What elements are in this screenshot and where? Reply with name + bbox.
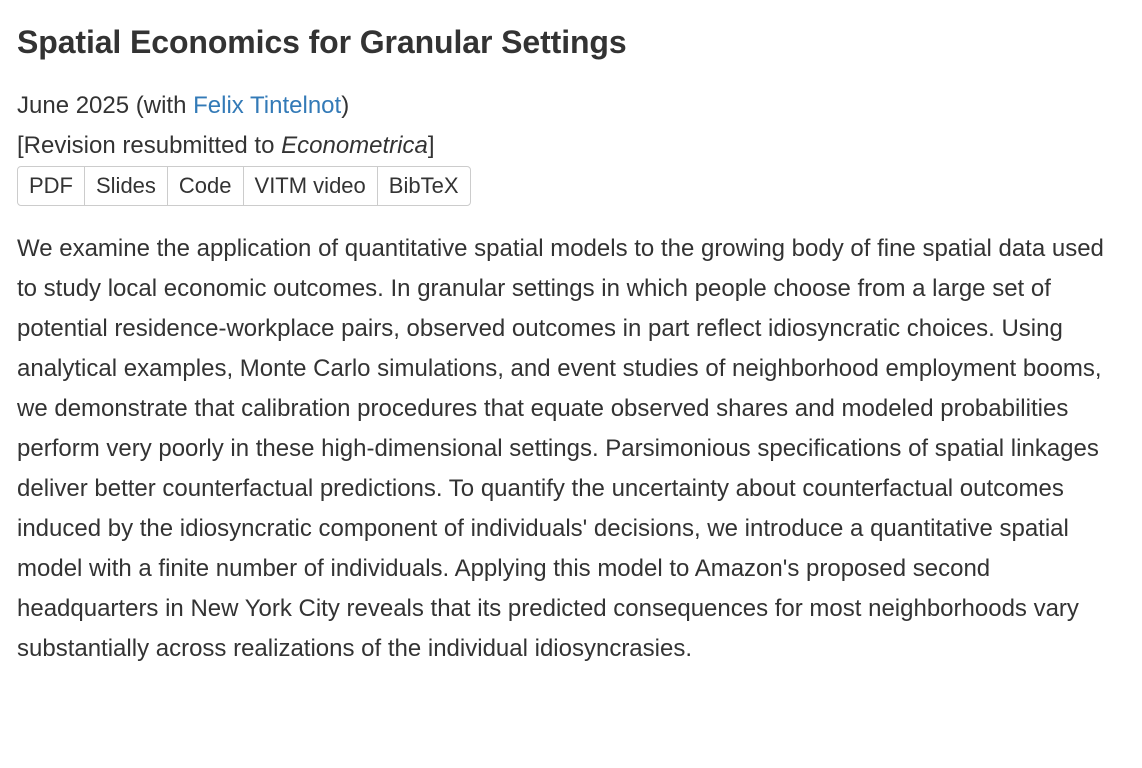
paper-title: Spatial Economics for Granular Settings: [17, 24, 627, 60]
date-line: [17, 86, 435, 126]
bibtex-button[interactable]: BibTeX: [377, 167, 470, 205]
status-suffix: ]: [427, 132, 435, 159]
video-button[interactable]: VITM video: [243, 167, 377, 205]
status-line: [17, 126, 435, 166]
status-prefix: [Revision resubmitted to: [17, 132, 282, 159]
resource-button-group: [17, 166, 471, 206]
code-button[interactable]: Code: [167, 167, 243, 205]
date-suffix: ): [341, 92, 350, 119]
slides-button[interactable]: Slides: [84, 167, 167, 205]
coauthor-link[interactable]: Felix Tintelnot: [193, 92, 342, 119]
date-prefix: June 2025 (with: [17, 92, 194, 119]
paper-meta: [17, 86, 435, 166]
abstract-text: We examine the application of quantitative spatial models to the growing body of fine spatial data used to study local economic outcomes. In granular settings in which people choose from a large set of potential residence-workplace pairs, observed outcomes in part reflect idiosyncratic choices. Using analytical examples, Monte Carlo simulations, and event studies of neighborhood employment booms, we demonstrate that calibration procedures that equate observed shares and modeled probabilities perform very poorly in these high-dimensional settings. Parsimonious specifications of spatial linkages deliver better counterfactual predictions. To quantify the uncertainty about counterfactual outcomes induced by the idiosyncratic component of individuals' decisions, we introduce a quantitative spatial model with a finite number of individuals. Applying this model to Amazon's proposed second headquarters in New York City reveals that its predicted consequences for most neighborhoods vary substantially across realizations of the individual idiosyncrasies.: [17, 235, 1104, 662]
journal-name: Econometrica: [281, 132, 428, 159]
pdf-button[interactable]: PDF: [18, 167, 84, 205]
